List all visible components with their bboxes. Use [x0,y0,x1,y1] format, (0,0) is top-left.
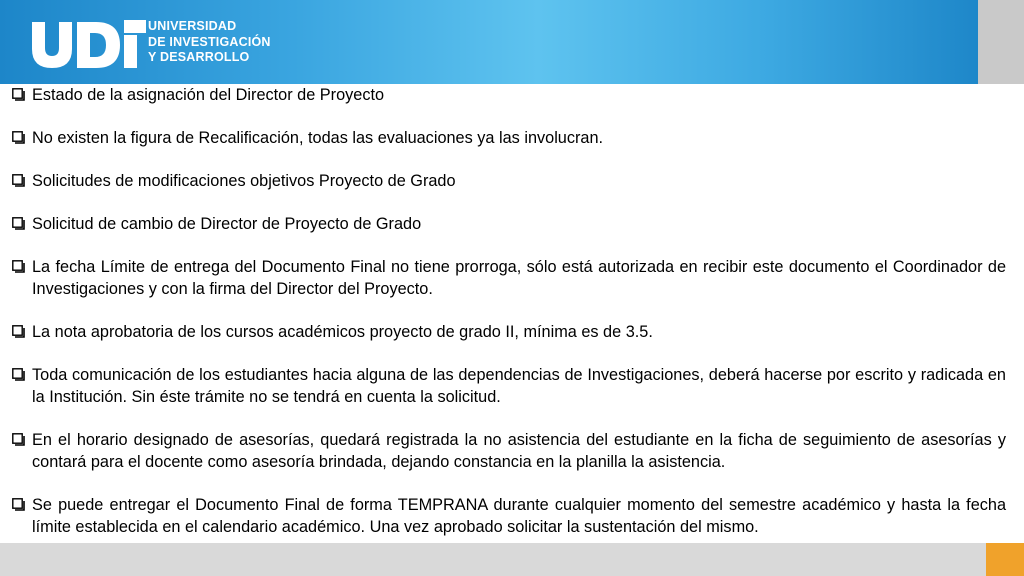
list-item [12,213,1006,235]
list-item [12,364,1006,408]
list-item [12,84,1006,106]
list-item [12,127,1006,149]
footer-bar [0,543,986,576]
checkbox-square-icon [12,127,32,149]
header-banner [0,0,978,84]
list-item [12,321,1006,343]
list-item [12,170,1006,192]
checkbox-square-icon [12,256,32,278]
logo-line-2: DE INVESTIGACIÓN [148,34,271,49]
checkbox-square-icon [12,429,32,451]
list-item-text: Toda comunicación de los estudiantes hacia alguna de las dependencias de Investigaciones, deberá hacerse por escrito y radicada en la Institución. Sin éste trámite no se tendrá en cuenta la solicitud. [32,366,1006,406]
header-corner-block [978,0,1024,84]
logo-text [148,19,271,66]
list-item-text: La nota aprobatoria de los cursos académicos proyecto de grado II, mínima es de 3.5. [32,323,653,341]
list-item [12,429,1006,473]
checkbox-square-icon [12,84,32,106]
list-item-text: En el horario designado de asesorías, quedará registrada la no asistencia del estudiante en la ficha de seguimiento de asesorías y contará para el docente como asesoría brindada, dejando constancia en la planilla la asistencia. [32,431,1006,471]
footer-accent-block [986,543,1024,576]
list-item-text: Solicitudes de modificaciones objetivos Proyecto de Grado [32,172,456,190]
list-item-text: Solicitud de cambio de Director de Proyecto de Grado [32,215,422,233]
list-item-text: Estado de la asignación del Director de Proyecto [32,86,385,104]
list-item [12,494,1006,538]
checkbox-square-icon [12,321,32,343]
bullet-list [12,84,1006,538]
logo-line-1: UNIVERSIDAD [148,19,237,33]
udi-logo-icon [30,14,148,70]
list-item-text: No existen la figura de Recalificación, todas las evaluaciones ya las involucran. [32,129,604,147]
list-item-text: La fecha Límite de entrega del Documento Final no tiene prorroga, sólo está autorizada en recibir este documento el Coordinador de Investigaciones y con la firma del Director del Proyecto. [32,258,1006,298]
checkbox-square-icon [12,170,32,192]
checkbox-square-icon [12,213,32,235]
logo-line-3: Y DESARROLLO [148,50,250,64]
list-item-text: Se puede entregar el Documento Final de forma TEMPRANA durante cualquier momento del semestre académico y hasta la fecha límite establecida en el calendario académico. Una vez aprobado solicitar la sustentación del mismo. [32,496,1006,536]
checkbox-square-icon [12,364,32,386]
list-item [12,256,1006,300]
checkbox-square-icon [12,494,32,516]
